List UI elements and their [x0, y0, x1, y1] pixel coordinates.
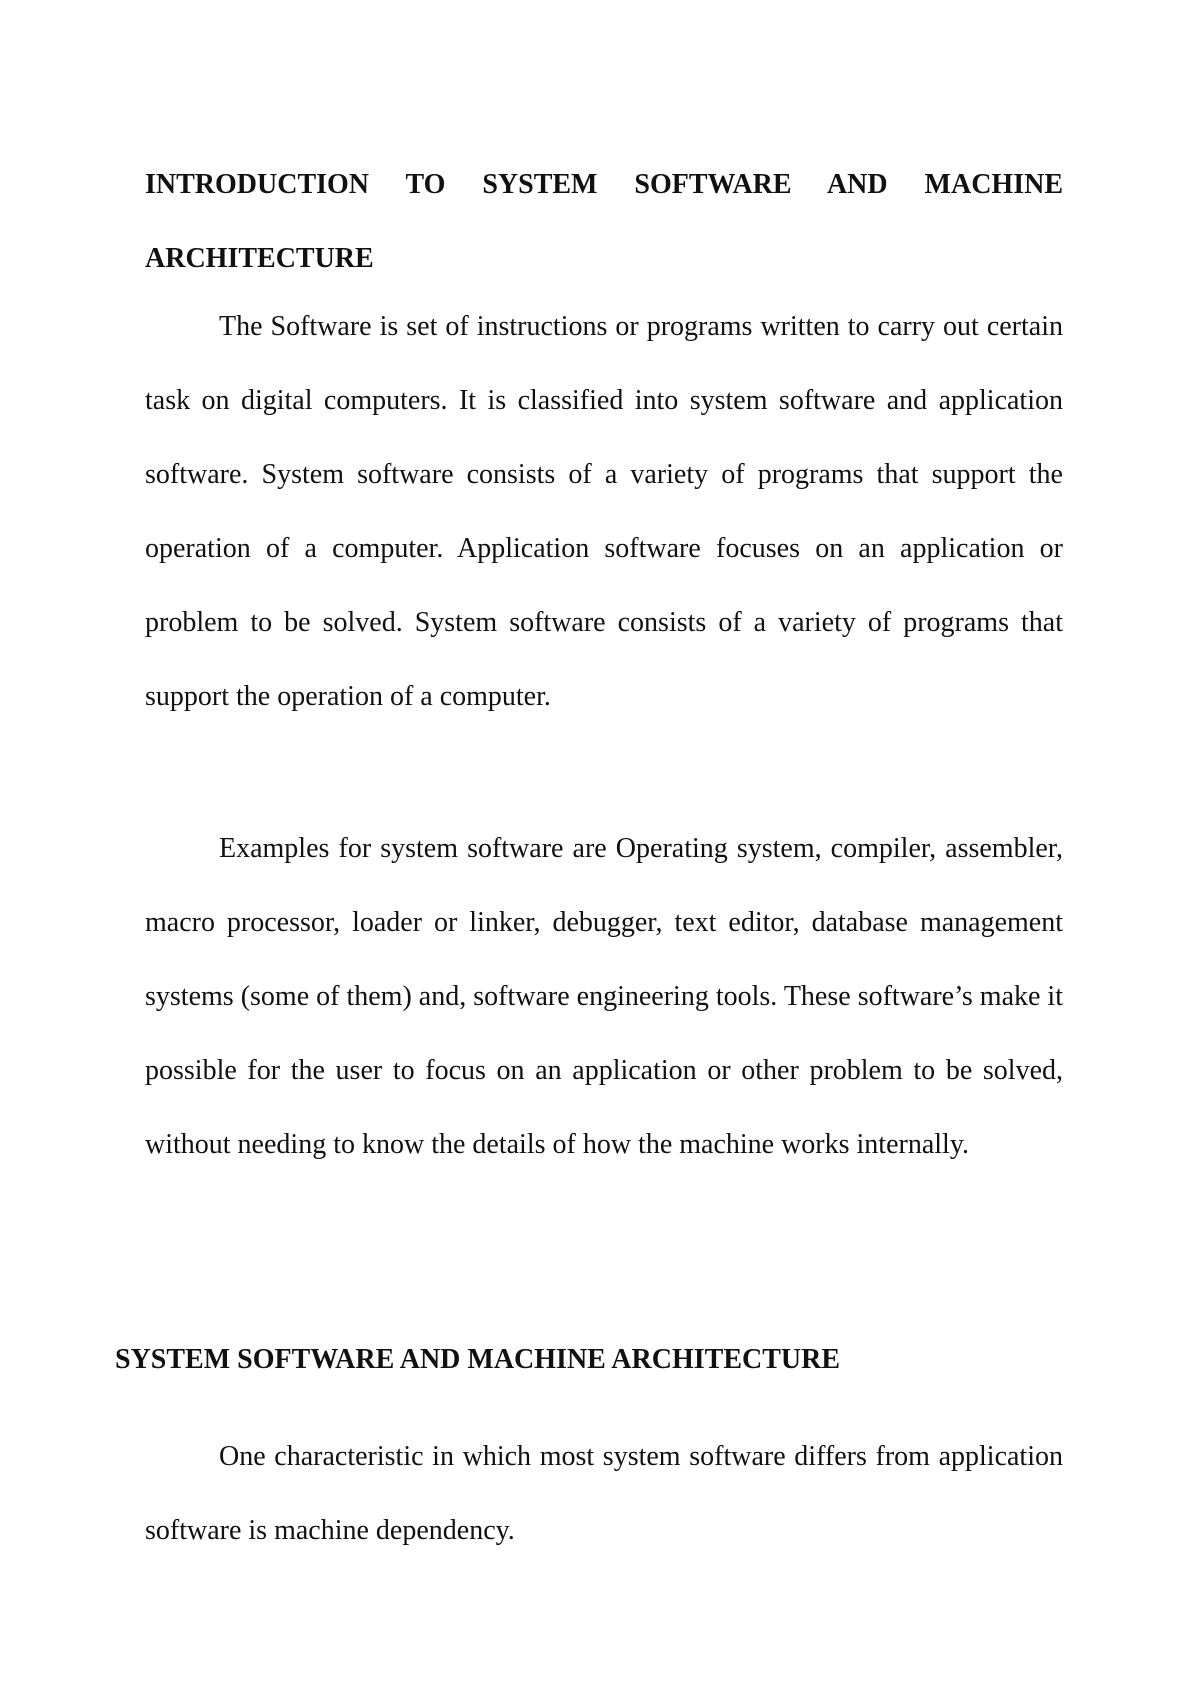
section-paragraph: One characteristic in which most system software differs from application software is machine dependency. — [145, 1441, 1063, 1546]
document-title: INTRODUCTION TO SYSTEM SOFTWARE AND MACHINE ARCHITECTURE — [145, 169, 1063, 274]
examples-paragraph: Examples for system software are Operating system, compiler, assembler, macro processor, loader or linker, debugger, text editor, database management systems (some of them) and, software engineering tools. These software’s make it possible for the user to focus on an application or other problem to be solved, without needing to know the details of how the machine works internally. — [145, 833, 1063, 1160]
intro-paragraph: The Software is set of instructions or programs written to carry out certain task on digital computers. It is classified into system software and application software. System software consists of a variety of programs that support the operation of a computer. Application software focuses on an application or problem to be solved. System software consists of a variety of programs that support the operation of a computer. — [145, 311, 1063, 712]
section-heading: SYSTEM SOFTWARE AND MACHINE ARCHITECTURE — [115, 1344, 841, 1375]
